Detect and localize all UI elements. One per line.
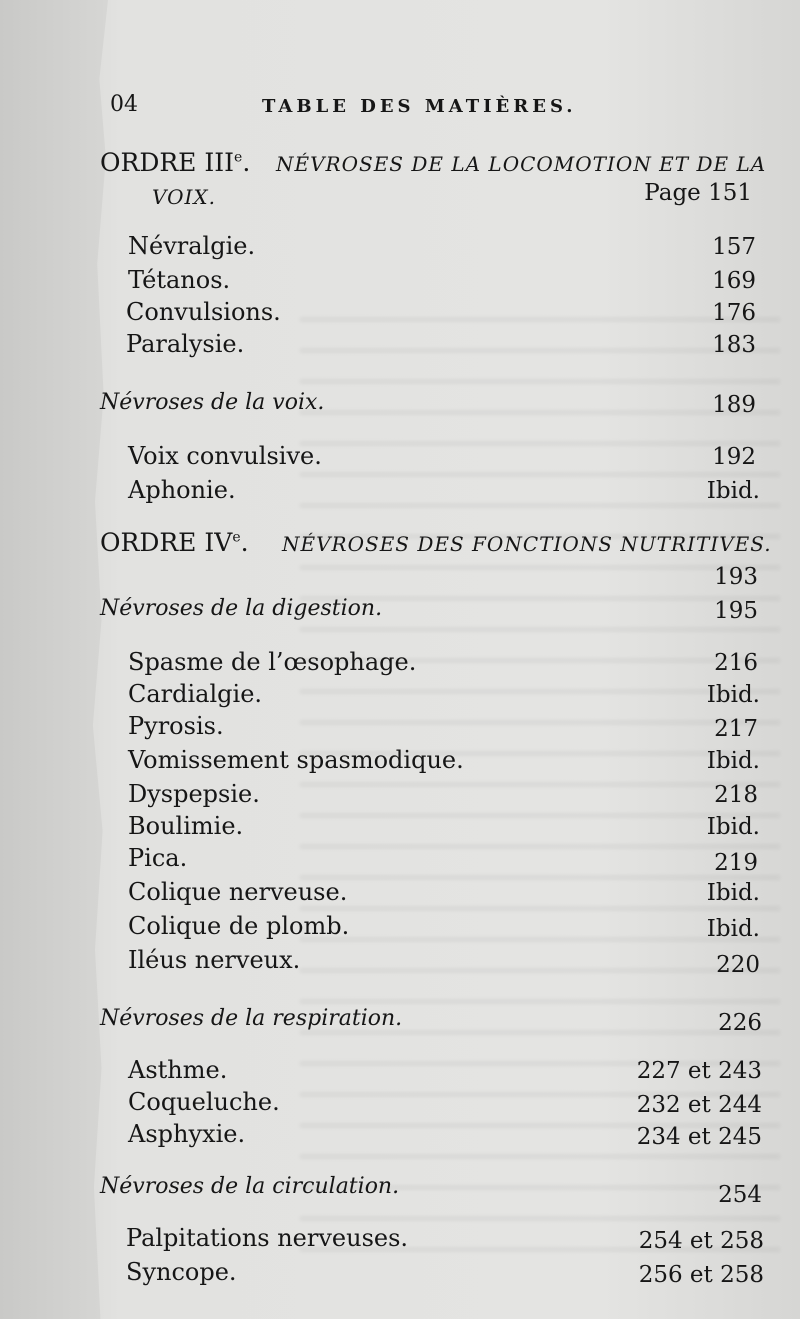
subsection-heading: Névroses de la voix. — [100, 390, 325, 415]
ordre-heading: NÉVROSES DES FONCTIONS NUTRITIVES. — [282, 532, 772, 556]
list-item-page: 169 — [712, 268, 756, 294]
list-item: Coqueluche. — [128, 1088, 280, 1116]
subsection-page: 226 — [718, 1010, 762, 1036]
list-item-page: 218 — [714, 782, 758, 808]
list-item: Colique de plomb. — [128, 912, 350, 940]
list-item: Pica. — [128, 844, 188, 872]
subsection-page: 195 — [714, 598, 758, 624]
list-item-page: Ibid. — [706, 880, 760, 906]
list-item-page: 183 — [712, 332, 756, 358]
ordre-page: Page 151 — [644, 180, 752, 206]
ordre-label: ORDRE IIIe. — [100, 148, 251, 177]
running-title: TABLE DES MATIÈRES. — [262, 96, 577, 117]
list-item: Voix convulsive. — [128, 442, 322, 470]
list-item: Vomissement spasmodique. — [128, 746, 464, 774]
list-item: Paralysie. — [126, 330, 245, 358]
page-number: 04 — [110, 92, 138, 117]
list-item-page: 217 — [714, 716, 758, 742]
list-item: Aphonie. — [128, 476, 236, 504]
list-item-page: 216 — [714, 650, 758, 676]
list-item: Asthme. — [128, 1056, 228, 1084]
list-item-page: 234 et 245 — [636, 1124, 762, 1150]
list-item: Boulimie. — [128, 812, 244, 840]
list-item: Syncope. — [126, 1258, 237, 1286]
list-item: Dyspepsie. — [128, 780, 260, 808]
list-item: Spasme de l’œsophage. — [128, 648, 417, 676]
torn-page-edge — [0, 0, 108, 1319]
list-item-page: 256 et 258 — [638, 1262, 764, 1288]
subsection-page: 254 — [718, 1182, 762, 1208]
subsection-heading: Névroses de la digestion. — [100, 596, 383, 621]
list-item: Convulsions. — [126, 298, 281, 326]
subsection-heading: Névroses de la circulation. — [100, 1174, 400, 1199]
list-item: Palpitations nerveuses. — [126, 1224, 409, 1252]
ordre-label: ORDRE IVe. — [100, 528, 249, 557]
list-item: Iléus nerveux. — [128, 946, 301, 974]
list-item: Colique nerveuse. — [128, 878, 348, 906]
list-item-page: 254 et 258 — [638, 1228, 764, 1254]
list-item-page: 192 — [712, 444, 756, 470]
subsection-heading: Névroses de la respiration. — [100, 1006, 403, 1031]
list-item-page: 157 — [712, 234, 756, 260]
list-item-page: Ibid. — [706, 478, 760, 504]
ordre-page: 193 — [714, 564, 758, 590]
list-item-page: Ibid. — [706, 916, 760, 942]
ordre-heading-continued: VOIX. — [152, 185, 216, 209]
list-item: Cardialgie. — [128, 680, 263, 708]
list-item-page: 232 et 244 — [636, 1092, 762, 1118]
list-item-page: 227 et 243 — [636, 1058, 762, 1084]
list-item-page: 176 — [712, 300, 756, 326]
subsection-page: 189 — [712, 392, 756, 418]
list-item: Asphyxie. — [128, 1120, 246, 1148]
ordre-heading: NÉVROSES DE LA LOCOMOTION ET DE LA — [276, 152, 767, 176]
show-through-bleed — [300, 290, 780, 1270]
list-item-page: Ibid. — [706, 814, 760, 840]
list-item-page: Ibid. — [706, 748, 760, 774]
list-item: Névralgie. — [128, 232, 256, 260]
list-item-page: 220 — [716, 952, 760, 978]
list-item-page: 219 — [714, 850, 758, 876]
list-item: Tétanos. — [128, 266, 231, 294]
list-item-page: Ibid. — [706, 682, 760, 708]
list-item: Pyrosis. — [128, 712, 224, 740]
